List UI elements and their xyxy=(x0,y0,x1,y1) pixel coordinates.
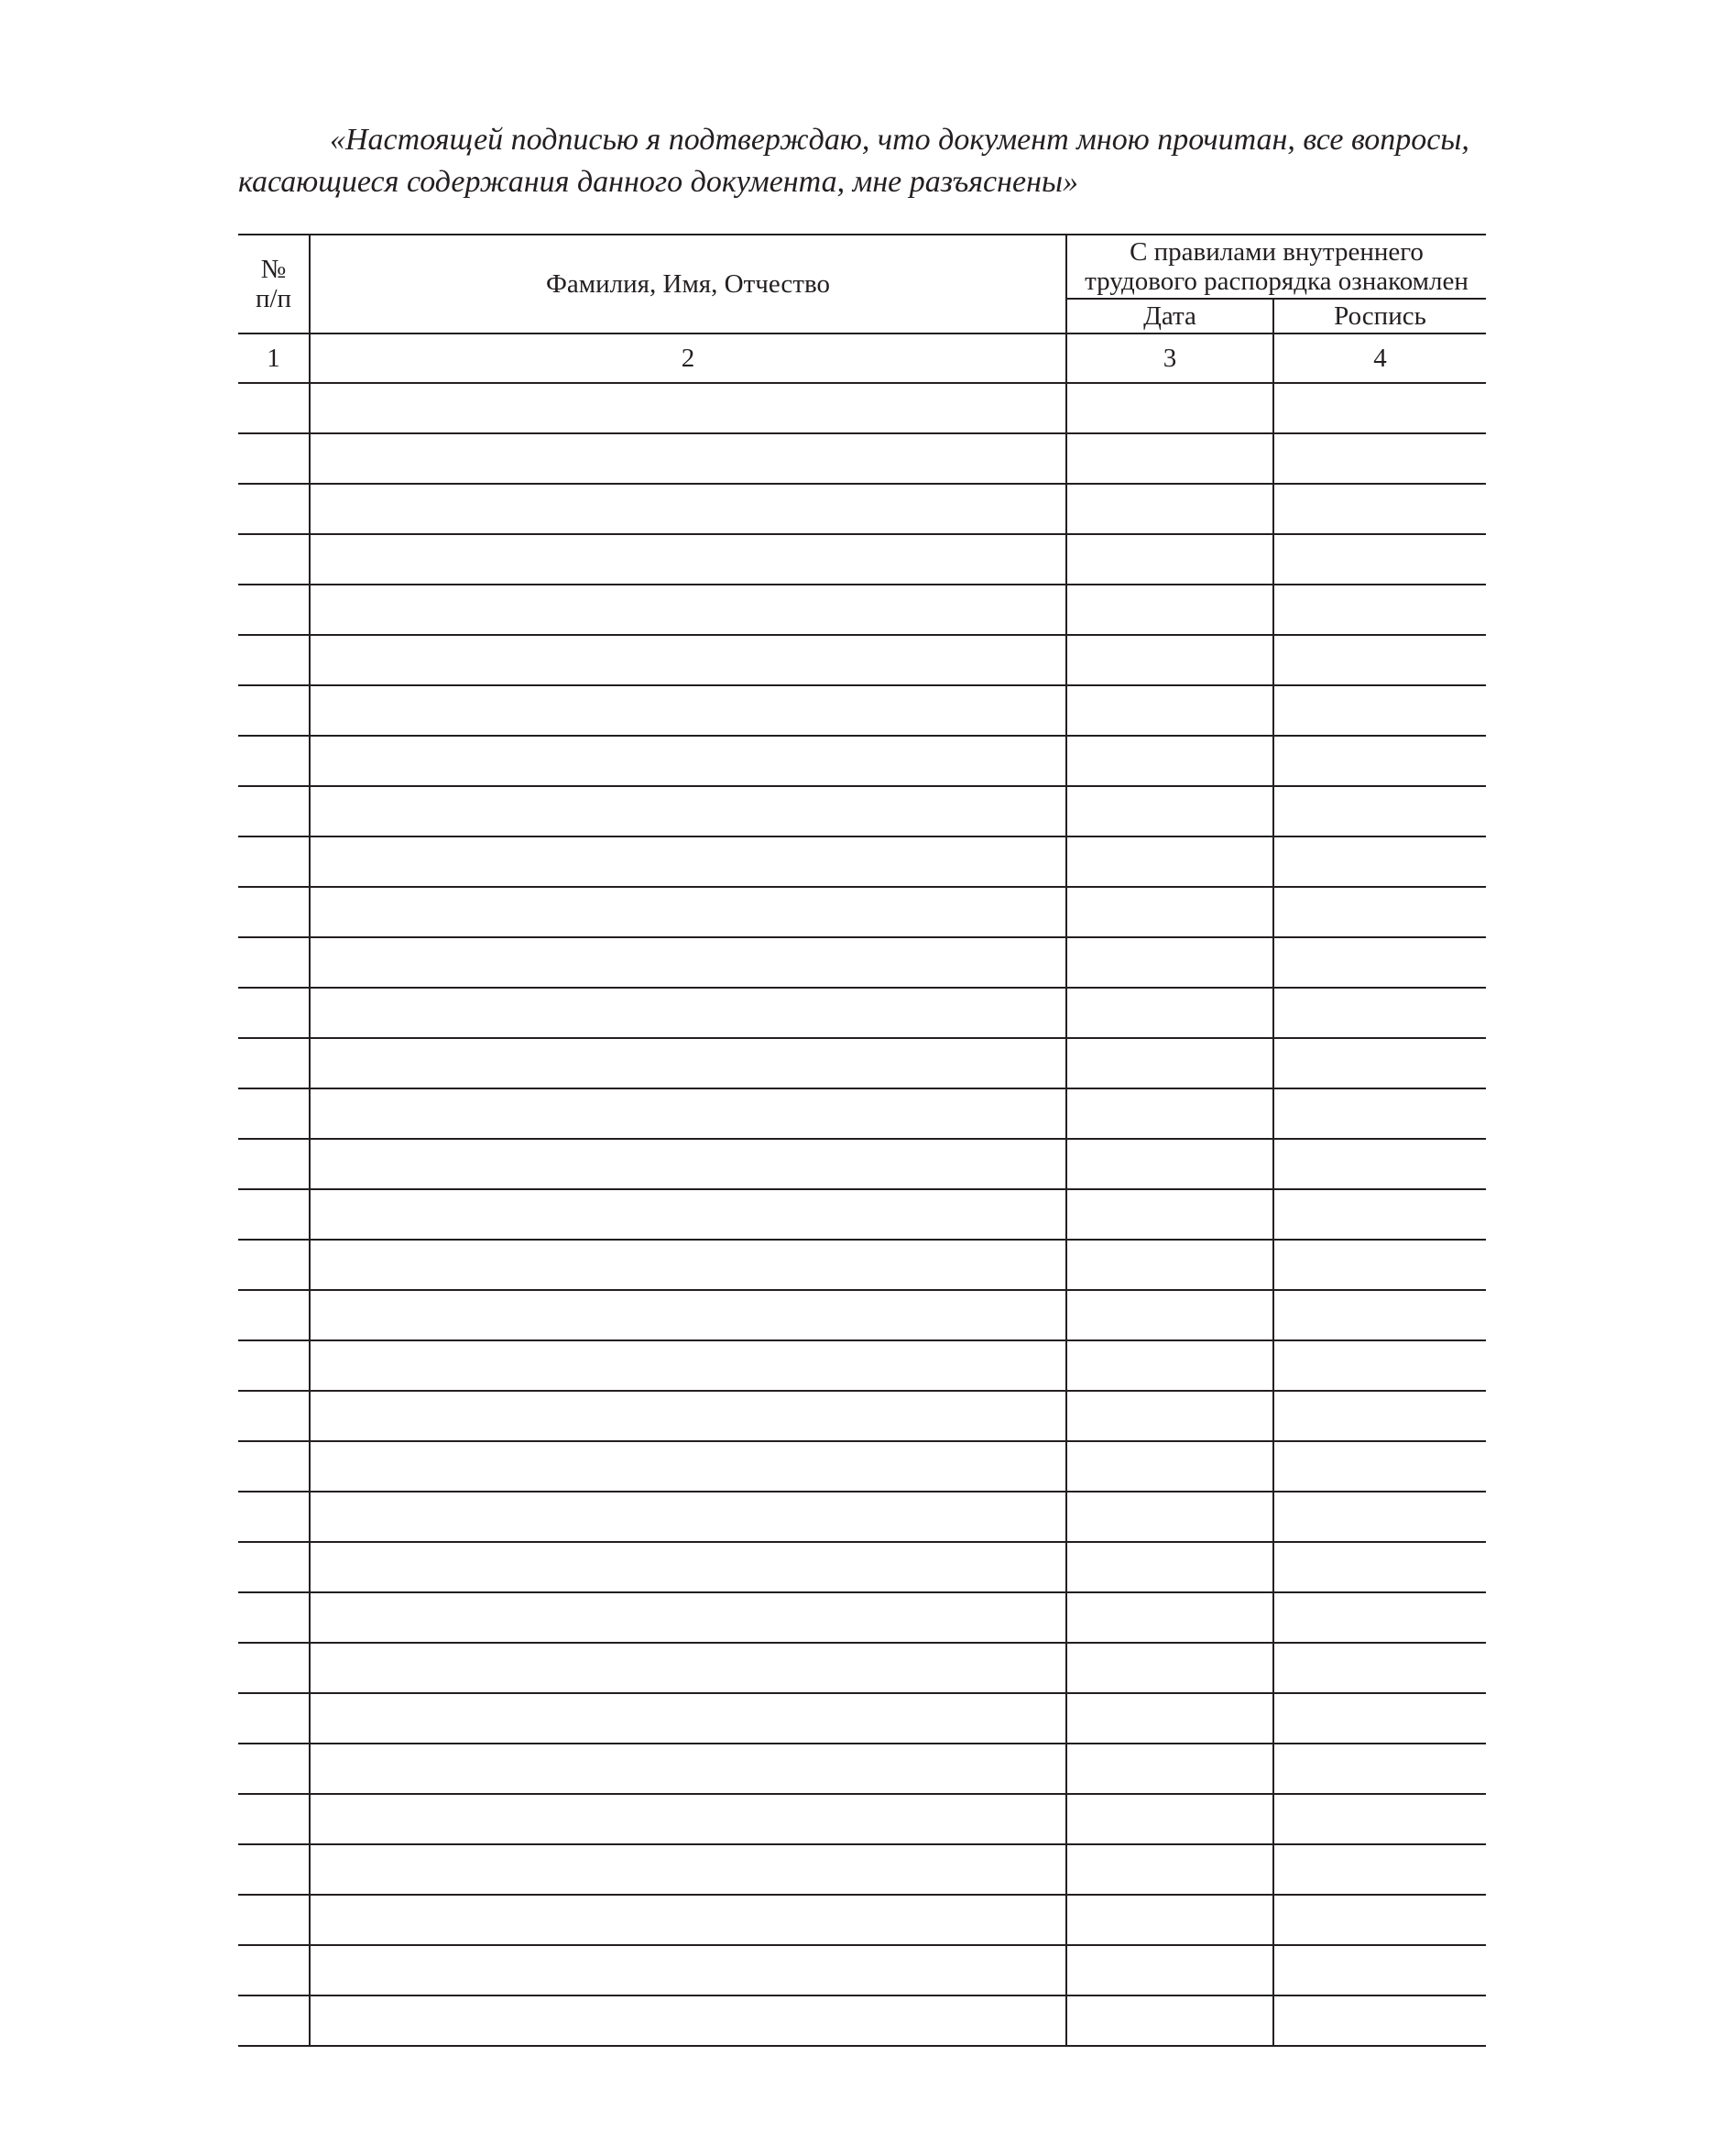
table-row xyxy=(238,836,1486,887)
row-number-cell[interactable] xyxy=(238,1290,310,1340)
signature-cell[interactable] xyxy=(1273,1592,1486,1643)
full-name-cell[interactable] xyxy=(310,1693,1066,1744)
date-cell[interactable] xyxy=(1066,1038,1273,1088)
date-cell[interactable] xyxy=(1066,836,1273,887)
signature-cell[interactable] xyxy=(1273,484,1486,534)
table-row xyxy=(238,383,1486,433)
date-cell[interactable] xyxy=(1066,534,1273,585)
table-row xyxy=(238,433,1486,484)
table-row xyxy=(238,1139,1486,1189)
date-cell[interactable] xyxy=(1066,1542,1273,1592)
full-name-cell[interactable] xyxy=(310,1542,1066,1592)
full-name-cell[interactable] xyxy=(310,433,1066,484)
table-row xyxy=(238,1038,1486,1088)
date-cell[interactable] xyxy=(1066,1290,1273,1340)
date-cell[interactable] xyxy=(1066,1945,1273,1995)
date-cell[interactable] xyxy=(1066,1693,1273,1744)
signature-cell[interactable] xyxy=(1273,534,1486,585)
header-number-abbr: п/п xyxy=(255,284,292,313)
full-name-cell[interactable] xyxy=(310,836,1066,887)
row-number-cell[interactable] xyxy=(238,484,310,534)
full-name-cell[interactable] xyxy=(310,635,1066,685)
row-number-cell[interactable] xyxy=(238,1240,310,1290)
register-table xyxy=(238,234,1486,2047)
table-row xyxy=(238,1895,1486,1945)
table-row xyxy=(238,1492,1486,1542)
statement-line-2: касающиеся содержания данного документа, мне разъяснены» xyxy=(238,165,1078,199)
full-name-cell[interactable] xyxy=(310,1844,1066,1895)
header-date: Дата xyxy=(1066,299,1273,333)
date-cell[interactable] xyxy=(1066,1995,1273,2046)
row-number-cell[interactable] xyxy=(238,635,310,685)
table-row xyxy=(238,1189,1486,1240)
signature-cell[interactable] xyxy=(1273,1391,1486,1441)
full-name-cell[interactable] xyxy=(310,937,1066,988)
row-number-cell[interactable] xyxy=(238,534,310,585)
date-cell[interactable] xyxy=(1066,484,1273,534)
full-name-cell[interactable] xyxy=(310,685,1066,736)
date-cell[interactable] xyxy=(1066,1441,1273,1492)
row-number-cell[interactable] xyxy=(238,1693,310,1744)
row-number-cell[interactable] xyxy=(238,1542,310,1592)
signature-cell[interactable] xyxy=(1273,1693,1486,1744)
date-cell[interactable] xyxy=(1066,736,1273,786)
signature-cell[interactable] xyxy=(1273,988,1486,1038)
row-number-cell[interactable] xyxy=(238,1189,310,1240)
signature-cell[interactable] xyxy=(1273,685,1486,736)
full-name-cell[interactable] xyxy=(310,988,1066,1038)
table-row xyxy=(238,1441,1486,1492)
date-cell[interactable] xyxy=(1066,988,1273,1038)
full-name-cell[interactable] xyxy=(310,1391,1066,1441)
table-row xyxy=(238,1592,1486,1643)
signature-cell[interactable] xyxy=(1273,736,1486,786)
date-cell[interactable] xyxy=(1066,685,1273,736)
column-number: 1 xyxy=(238,333,310,383)
column-number: 4 xyxy=(1273,333,1486,383)
column-number: 3 xyxy=(1066,333,1273,383)
row-number-cell[interactable] xyxy=(238,1340,310,1391)
signature-cell[interactable] xyxy=(1273,1038,1486,1088)
signature-cell[interactable] xyxy=(1273,786,1486,836)
row-number-cell[interactable] xyxy=(238,1038,310,1088)
signature-cell[interactable] xyxy=(1273,1542,1486,1592)
row-number-cell[interactable] xyxy=(238,1895,310,1945)
date-cell[interactable] xyxy=(1066,1643,1273,1693)
full-name-cell[interactable] xyxy=(310,786,1066,836)
signature-cell[interactable] xyxy=(1273,887,1486,937)
full-name-cell[interactable] xyxy=(310,887,1066,937)
header-rules-group xyxy=(1066,235,1486,299)
full-name-cell[interactable] xyxy=(310,1895,1066,1945)
full-name-cell[interactable] xyxy=(310,1592,1066,1643)
row-number-cell[interactable] xyxy=(238,988,310,1038)
row-number-cell[interactable] xyxy=(238,1844,310,1895)
signature-cell[interactable] xyxy=(1273,1895,1486,1945)
row-number-cell[interactable] xyxy=(238,736,310,786)
statement-line-1: «Настоящей подписью я подтверждаю, что документ мною прочитан, все вопросы, xyxy=(330,123,1469,157)
row-number-cell[interactable] xyxy=(238,1995,310,2046)
row-number-cell[interactable] xyxy=(238,887,310,937)
signature-cell[interactable] xyxy=(1273,937,1486,988)
header-full-name: Фамилия, Имя, Отчество xyxy=(310,235,1066,333)
header-group-line-1: С правилами внутреннего xyxy=(1130,237,1424,267)
date-cell[interactable] xyxy=(1066,887,1273,937)
signature-cell[interactable] xyxy=(1273,635,1486,685)
signature-cell[interactable] xyxy=(1273,1088,1486,1139)
date-cell[interactable] xyxy=(1066,1744,1273,1794)
full-name-cell[interactable] xyxy=(310,1290,1066,1340)
table-row xyxy=(238,1391,1486,1441)
table-row xyxy=(238,635,1486,685)
register-body xyxy=(238,383,1486,2046)
header-number-sign: № xyxy=(260,255,287,284)
full-name-cell[interactable] xyxy=(310,1492,1066,1542)
full-name-cell[interactable] xyxy=(310,1643,1066,1693)
table-row xyxy=(238,1693,1486,1744)
column-number-row xyxy=(238,333,1486,383)
signature-cell[interactable] xyxy=(1273,383,1486,433)
signature-cell[interactable] xyxy=(1273,1995,1486,2046)
table-row xyxy=(238,887,1486,937)
date-cell[interactable] xyxy=(1066,585,1273,635)
signature-cell[interactable] xyxy=(1273,1441,1486,1492)
date-cell[interactable] xyxy=(1066,786,1273,836)
row-number-cell[interactable] xyxy=(238,1643,310,1693)
date-cell[interactable] xyxy=(1066,1189,1273,1240)
table-row xyxy=(238,484,1486,534)
row-number-cell[interactable] xyxy=(238,786,310,836)
full-name-cell[interactable] xyxy=(310,1340,1066,1391)
row-number-cell[interactable] xyxy=(238,1391,310,1441)
column-number: 2 xyxy=(310,333,1066,383)
signature-cell[interactable] xyxy=(1273,1340,1486,1391)
table-row xyxy=(238,1945,1486,1995)
full-name-cell[interactable] xyxy=(310,1038,1066,1088)
header-row-number xyxy=(238,235,310,333)
table-row xyxy=(238,1643,1486,1693)
signature-cell[interactable] xyxy=(1273,1844,1486,1895)
date-cell[interactable] xyxy=(1066,1240,1273,1290)
table-row xyxy=(238,786,1486,836)
row-number-cell[interactable] xyxy=(238,1744,310,1794)
table-row xyxy=(238,1340,1486,1391)
signature-cell[interactable] xyxy=(1273,585,1486,635)
table-row xyxy=(238,534,1486,585)
date-cell[interactable] xyxy=(1066,433,1273,484)
full-name-cell[interactable] xyxy=(310,1189,1066,1240)
full-name-cell[interactable] xyxy=(310,1088,1066,1139)
row-number-cell[interactable] xyxy=(238,836,310,887)
table-row xyxy=(238,937,1486,988)
header-group-line-2: трудового распорядка ознакомлен xyxy=(1085,267,1469,296)
table-row xyxy=(238,1290,1486,1340)
table-row xyxy=(238,1542,1486,1592)
full-name-cell[interactable] xyxy=(310,1995,1066,2046)
table-row xyxy=(238,685,1486,736)
row-number-cell[interactable] xyxy=(238,1088,310,1139)
date-cell[interactable] xyxy=(1066,1139,1273,1189)
table-row xyxy=(238,1844,1486,1895)
date-cell[interactable] xyxy=(1066,1794,1273,1844)
full-name-cell[interactable] xyxy=(310,736,1066,786)
table-row xyxy=(238,988,1486,1038)
row-number-cell[interactable] xyxy=(238,1794,310,1844)
signature-cell[interactable] xyxy=(1273,1794,1486,1844)
date-cell[interactable] xyxy=(1066,1844,1273,1895)
date-cell[interactable] xyxy=(1066,1391,1273,1441)
date-cell[interactable] xyxy=(1066,1592,1273,1643)
full-name-cell[interactable] xyxy=(310,1240,1066,1290)
signature-cell[interactable] xyxy=(1273,1744,1486,1794)
table-row xyxy=(238,1744,1486,1794)
row-number-cell[interactable] xyxy=(238,1492,310,1542)
full-name-cell[interactable] xyxy=(310,1441,1066,1492)
date-cell[interactable] xyxy=(1066,635,1273,685)
row-number-cell[interactable] xyxy=(238,937,310,988)
signature-cell[interactable] xyxy=(1273,1643,1486,1693)
full-name-cell[interactable] xyxy=(310,585,1066,635)
full-name-cell[interactable] xyxy=(310,1744,1066,1794)
date-cell[interactable] xyxy=(1066,1895,1273,1945)
table-row xyxy=(238,1088,1486,1139)
date-cell[interactable] xyxy=(1066,1088,1273,1139)
table-row xyxy=(238,1995,1486,2046)
row-number-cell[interactable] xyxy=(238,1441,310,1492)
row-number-cell[interactable] xyxy=(238,433,310,484)
date-cell[interactable] xyxy=(1066,383,1273,433)
full-name-cell[interactable] xyxy=(310,534,1066,585)
acknowledgement-register xyxy=(238,234,1486,2047)
full-name-cell[interactable] xyxy=(310,1794,1066,1844)
signature-cell[interactable] xyxy=(1273,1139,1486,1189)
row-number-cell[interactable] xyxy=(238,585,310,635)
signature-cell[interactable] xyxy=(1273,1189,1486,1240)
table-row xyxy=(238,585,1486,635)
table-row xyxy=(238,736,1486,786)
full-name-cell[interactable] xyxy=(310,383,1066,433)
date-cell[interactable] xyxy=(1066,937,1273,988)
signature-cell[interactable] xyxy=(1273,1492,1486,1542)
acknowledgement-statement xyxy=(238,119,1502,203)
full-name-cell[interactable] xyxy=(310,484,1066,534)
date-cell[interactable] xyxy=(1066,1492,1273,1542)
signature-cell[interactable] xyxy=(1273,1290,1486,1340)
row-number-cell[interactable] xyxy=(238,685,310,736)
signature-cell[interactable] xyxy=(1273,1945,1486,1995)
signature-cell[interactable] xyxy=(1273,1240,1486,1290)
full-name-cell[interactable] xyxy=(310,1945,1066,1995)
header-signature: Роспись xyxy=(1273,299,1486,333)
full-name-cell[interactable] xyxy=(310,1139,1066,1189)
signature-cell[interactable] xyxy=(1273,433,1486,484)
row-number-cell[interactable] xyxy=(238,1945,310,1995)
row-number-cell[interactable] xyxy=(238,383,310,433)
row-number-cell[interactable] xyxy=(238,1592,310,1643)
signature-cell[interactable] xyxy=(1273,836,1486,887)
table-row xyxy=(238,1794,1486,1844)
row-number-cell[interactable] xyxy=(238,1139,310,1189)
table-row xyxy=(238,1240,1486,1290)
date-cell[interactable] xyxy=(1066,1340,1273,1391)
